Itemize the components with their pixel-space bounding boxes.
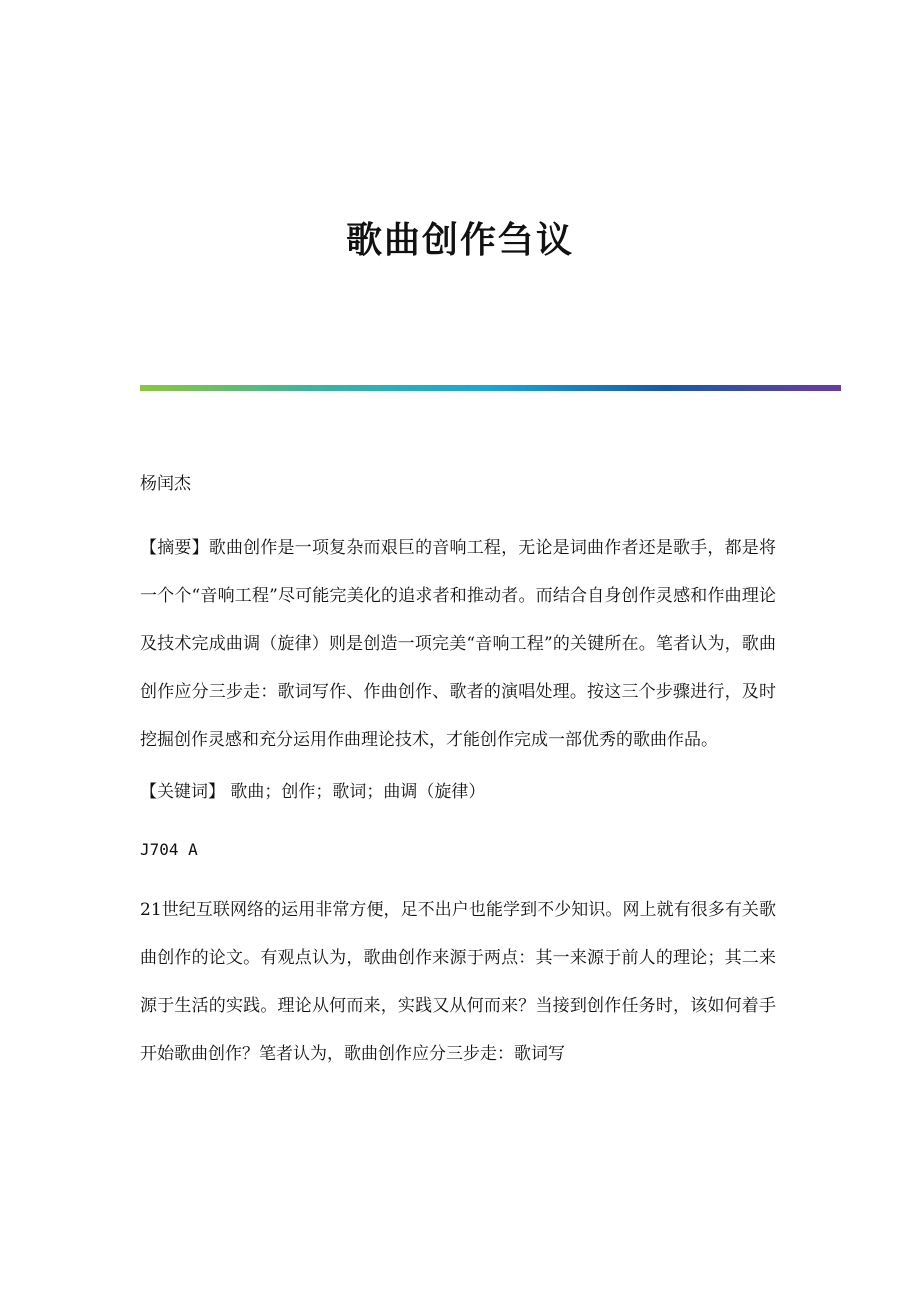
document-body xyxy=(140,466,776,1078)
classification-code: J704 A xyxy=(140,840,198,859)
body-paragraph: 21世纪互联网络的运用非常方便，足不出户也能学到不少知识。网上就有很多有关歌曲创作的论文。有观点认为，歌曲创作来源于两点：其一来源于前人的理论；其二来源于生活的实践。理论从何而来，实践又从何而来？当接到创作任务时，该如何着手开始歌曲创作？笔者认为，歌曲创作应分三步走：歌词写 xyxy=(140,900,776,1064)
document-title: 歌曲创作刍议 xyxy=(345,219,574,261)
title-divider xyxy=(140,385,841,391)
abstract-paragraph: 【摘要】歌曲创作是一项复杂而艰巨的音响工程，无论是词曲作者还是歌手，都是将一个个“音响工程”尽可能完美化的追求者和推动者。而结合自身创作灵感和作曲理论及技术完成曲调（旋律）则是创造一项完美“音响工程”的关键所在。笔者认为，歌曲创作应分三步走：歌词写作、作曲创作、歌者的演唱处理。按这三个步骤进行，及时挖掘创作灵感和充分运用作曲理论技术，才能创作完成一部优秀的歌曲作品。 xyxy=(140,538,776,750)
keywords-line: 【关键词】 歌曲；创作；歌词；曲调（旋律） xyxy=(140,782,486,802)
author-name: 杨闰杰 xyxy=(140,474,191,494)
